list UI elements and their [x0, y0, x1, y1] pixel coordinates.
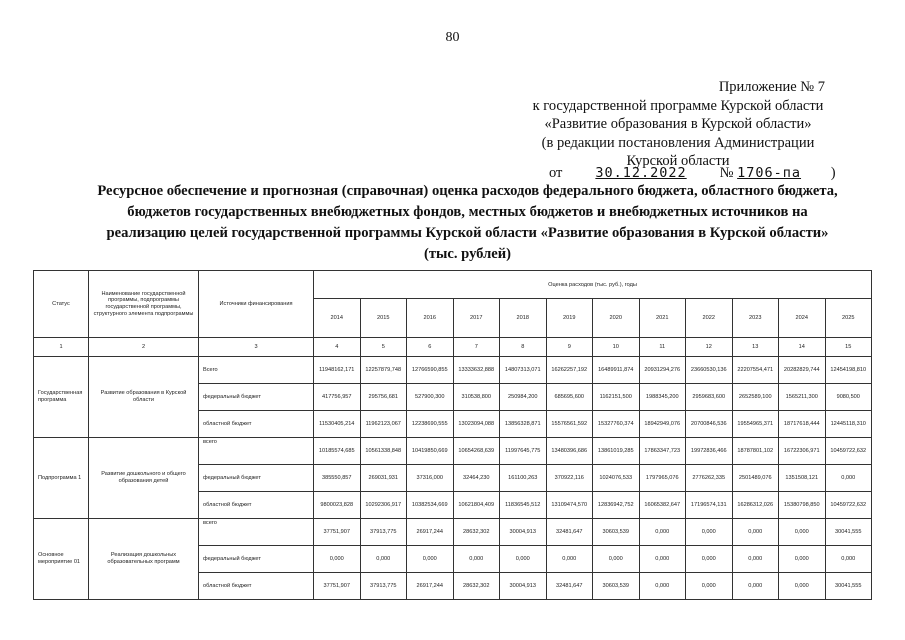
amount-cell: 30004,913: [500, 573, 547, 600]
column-number: 7: [453, 338, 500, 357]
amount-cell: 37913,775: [360, 573, 407, 600]
year-header: 2019: [546, 299, 593, 338]
amount-cell: 370922,116: [546, 465, 593, 492]
amount-cell: 13333632,888: [453, 357, 500, 384]
order-number: 1706-па: [737, 165, 802, 181]
amount-cell: 10621804,409: [453, 492, 500, 519]
amount-cell: 250984,200: [500, 384, 547, 411]
amount-cell: 28632,302: [453, 573, 500, 600]
amount-cell: 13023094,088: [453, 411, 500, 438]
page-number: 80: [445, 30, 460, 45]
year-header: 2014: [314, 299, 361, 338]
amount-cell: 12445118,310: [825, 411, 872, 438]
amount-cell: 12238690,555: [407, 411, 454, 438]
amount-cell: 1565211,300: [779, 384, 826, 411]
column-number: 11: [639, 338, 686, 357]
funding-source: областной бюджет: [199, 492, 314, 519]
amount-cell: 18717618,444: [779, 411, 826, 438]
amount-cell: 23660530,136: [686, 357, 733, 384]
amount-cell: 12454198,810: [825, 357, 872, 384]
amount-cell: 685695,600: [546, 384, 593, 411]
table-row: [34, 519, 872, 546]
amount-cell: 13109474,570: [546, 492, 593, 519]
header-estimate: Оценка расходов (тыс. руб.), годы: [314, 271, 872, 299]
amount-cell: 2501489,076: [732, 465, 779, 492]
amount-cell: 32464,230: [453, 465, 500, 492]
funding-source: федеральный бюджет: [199, 546, 314, 573]
document-title: Ресурсное обеспечение и прогнозная (справочная) оценка расходов федерального бюджета, областного бюджета, бюджетов государственных внебюджетных фондов, местных бюджетов и внебюджетных источников на реализацию целей государственной программы Курской области «Развитие образования в Курской области» (тыс. рублей): [97, 183, 838, 262]
column-number: 6: [407, 338, 454, 357]
amount-cell: 11948162,171: [314, 357, 361, 384]
appendix-line: «Развитие образования в Курской области»: [544, 116, 812, 132]
column-number: 13: [732, 338, 779, 357]
column-number: 15: [825, 338, 872, 357]
amount-cell: 0,000: [686, 546, 733, 573]
amount-cell: 0,000: [314, 546, 361, 573]
amount-cell: 26917,244: [407, 519, 454, 546]
header-status: Статус: [34, 271, 89, 338]
order-reference: [549, 165, 836, 182]
amount-cell: 10561338,848: [360, 438, 407, 465]
funding-source: областной бюджет: [199, 411, 314, 438]
amount-cell: 2959683,600: [686, 384, 733, 411]
column-number: 1: [34, 338, 89, 357]
amount-cell: 10459722,632: [825, 492, 872, 519]
amount-cell: 20931294,276: [639, 357, 686, 384]
row-program-name: Развитие дошкольного и общего образования детей: [89, 438, 199, 519]
amount-cell: 12766590,855: [407, 357, 454, 384]
amount-cell: 20282829,744: [779, 357, 826, 384]
amount-cell: 0,000: [639, 573, 686, 600]
amount-cell: 0,000: [779, 519, 826, 546]
amount-cell: 0,000: [546, 546, 593, 573]
column-number: 2: [89, 338, 199, 357]
amount-cell: 37913,775: [360, 519, 407, 546]
appendix-line: (в редакции постановления Администрации: [541, 134, 815, 151]
amount-cell: 0,000: [732, 546, 779, 573]
amount-cell: 0,000: [639, 546, 686, 573]
funding-source: областной бюджет: [199, 573, 314, 600]
amount-cell: 16262257,192: [546, 357, 593, 384]
amount-cell: 1162151,500: [593, 384, 640, 411]
amount-cell: 32481,647: [546, 519, 593, 546]
amount-cell: 2652589,100: [732, 384, 779, 411]
amount-cell: 0,000: [639, 519, 686, 546]
amount-cell: 37751,907: [314, 519, 361, 546]
amount-cell: 37751,907: [314, 573, 361, 600]
column-number: 14: [779, 338, 826, 357]
amount-cell: 1797965,076: [639, 465, 686, 492]
amount-cell: 17196574,131: [686, 492, 733, 519]
year-header: 2015: [360, 299, 407, 338]
amount-cell: 2776262,335: [686, 465, 733, 492]
amount-cell: 161100,263: [500, 465, 547, 492]
amount-cell: 18942949,076: [639, 411, 686, 438]
year-header: 2022: [686, 299, 733, 338]
column-number: 5: [360, 338, 407, 357]
year-header: 2016: [407, 299, 454, 338]
amount-cell: 17863347,723: [639, 438, 686, 465]
amount-cell: 11530405,214: [314, 411, 361, 438]
amount-cell: 1351508,121: [779, 465, 826, 492]
from-label: от: [549, 165, 563, 181]
amount-cell: 19972836,466: [686, 438, 733, 465]
amount-cell: 0,000: [593, 546, 640, 573]
amount-cell: 11836545,512: [500, 492, 547, 519]
funding-source: федеральный бюджет: [199, 384, 314, 411]
amount-cell: 37316,000: [407, 465, 454, 492]
amount-cell: 18787801,102: [732, 438, 779, 465]
row-status: Основное мероприятие 01: [34, 519, 89, 600]
amount-cell: 20700846,536: [686, 411, 733, 438]
amount-cell: 0,000: [779, 546, 826, 573]
amount-cell: 11997645,775: [500, 438, 547, 465]
amount-cell: 16489911,874: [593, 357, 640, 384]
column-number: 3: [199, 338, 314, 357]
amount-cell: 9080,500: [825, 384, 872, 411]
year-header: 2018: [500, 299, 547, 338]
column-number: 12: [686, 338, 733, 357]
amount-cell: 16286312,026: [732, 492, 779, 519]
amount-cell: 30004,913: [500, 519, 547, 546]
amount-cell: 0,000: [732, 519, 779, 546]
header-source: Источники финансирования: [199, 271, 314, 338]
budget-table: [33, 270, 872, 600]
amount-cell: 28632,302: [453, 519, 500, 546]
close-paren: ): [830, 165, 836, 181]
amount-cell: 32481,647: [546, 573, 593, 600]
funding-source: всего: [199, 519, 314, 546]
year-header: 2017: [453, 299, 500, 338]
amount-cell: 9800023,828: [314, 492, 361, 519]
amount-cell: 10292306,917: [360, 492, 407, 519]
appendix-title: Приложение № 7: [718, 79, 825, 95]
row-status: Государственная программа: [34, 357, 89, 438]
column-number: 9: [546, 338, 593, 357]
amount-cell: 385550,857: [314, 465, 361, 492]
amount-cell: 417756,957: [314, 384, 361, 411]
amount-cell: 310538,800: [453, 384, 500, 411]
column-number: 4: [314, 338, 361, 357]
amount-cell: 0,000: [825, 465, 872, 492]
amount-cell: 30041,555: [825, 519, 872, 546]
order-date: 30.12.2022: [595, 165, 687, 181]
amount-cell: 10185574,685: [314, 438, 361, 465]
table-row: [34, 438, 872, 465]
amount-cell: 1024076,533: [593, 465, 640, 492]
amount-cell: 14807313,071: [500, 357, 547, 384]
amount-cell: 0,000: [825, 546, 872, 573]
amount-cell: 295756,681: [360, 384, 407, 411]
amount-cell: 26917,244: [407, 573, 454, 600]
amount-cell: 10382534,669: [407, 492, 454, 519]
amount-cell: 10654268,639: [453, 438, 500, 465]
appendix-block: [513, 78, 843, 171]
appendix-line: Курской области: [626, 153, 730, 169]
year-header: 2021: [639, 299, 686, 338]
funding-source: всего: [199, 438, 314, 465]
amount-cell: 19554965,371: [732, 411, 779, 438]
year-header: 2024: [779, 299, 826, 338]
amount-cell: 30603,539: [593, 573, 640, 600]
amount-cell: 12836942,752: [593, 492, 640, 519]
row-status: Подпрограмма 1: [34, 438, 89, 519]
amount-cell: 0,000: [360, 546, 407, 573]
amount-cell: 0,000: [453, 546, 500, 573]
amount-cell: 0,000: [686, 519, 733, 546]
amount-cell: 15576561,592: [546, 411, 593, 438]
amount-cell: 15327760,374: [593, 411, 640, 438]
amount-cell: 15380798,850: [779, 492, 826, 519]
amount-cell: 11962123,067: [360, 411, 407, 438]
header-name: Наименование государственной программы, подпрограммы государственной программы, структурного элемента подпрограммы: [89, 271, 199, 338]
column-number: 10: [593, 338, 640, 357]
amount-cell: 10419850,669: [407, 438, 454, 465]
amount-cell: 0,000: [686, 573, 733, 600]
funding-source: Всего: [199, 357, 314, 384]
amount-cell: 269031,931: [360, 465, 407, 492]
amount-cell: 1988345,200: [639, 384, 686, 411]
year-header: 2023: [732, 299, 779, 338]
table-row: [34, 357, 872, 384]
row-program-name: Реализация дошкольных образовательных программ: [89, 519, 199, 600]
amount-cell: 13480396,686: [546, 438, 593, 465]
amount-cell: 16722306,971: [779, 438, 826, 465]
amount-cell: 13861019,285: [593, 438, 640, 465]
amount-cell: 0,000: [779, 573, 826, 600]
amount-cell: 0,000: [732, 573, 779, 600]
amount-cell: 13856328,871: [500, 411, 547, 438]
year-header: 2020: [593, 299, 640, 338]
funding-source: федеральный бюджет: [199, 465, 314, 492]
year-header: 2025: [825, 299, 872, 338]
appendix-line: к государственной программе Курской области: [532, 97, 824, 114]
row-program-name: Развитие образования в Курской области: [89, 357, 199, 438]
amount-cell: 30603,539: [593, 519, 640, 546]
amount-cell: 527900,300: [407, 384, 454, 411]
amount-cell: 0,000: [407, 546, 454, 573]
amount-cell: 16065382,647: [639, 492, 686, 519]
amount-cell: 22207554,471: [732, 357, 779, 384]
amount-cell: 30041,555: [825, 573, 872, 600]
amount-cell: 0,000: [500, 546, 547, 573]
column-number: 8: [500, 338, 547, 357]
number-label: №: [719, 165, 734, 181]
amount-cell: 10459722,632: [825, 438, 872, 465]
amount-cell: 12257879,748: [360, 357, 407, 384]
